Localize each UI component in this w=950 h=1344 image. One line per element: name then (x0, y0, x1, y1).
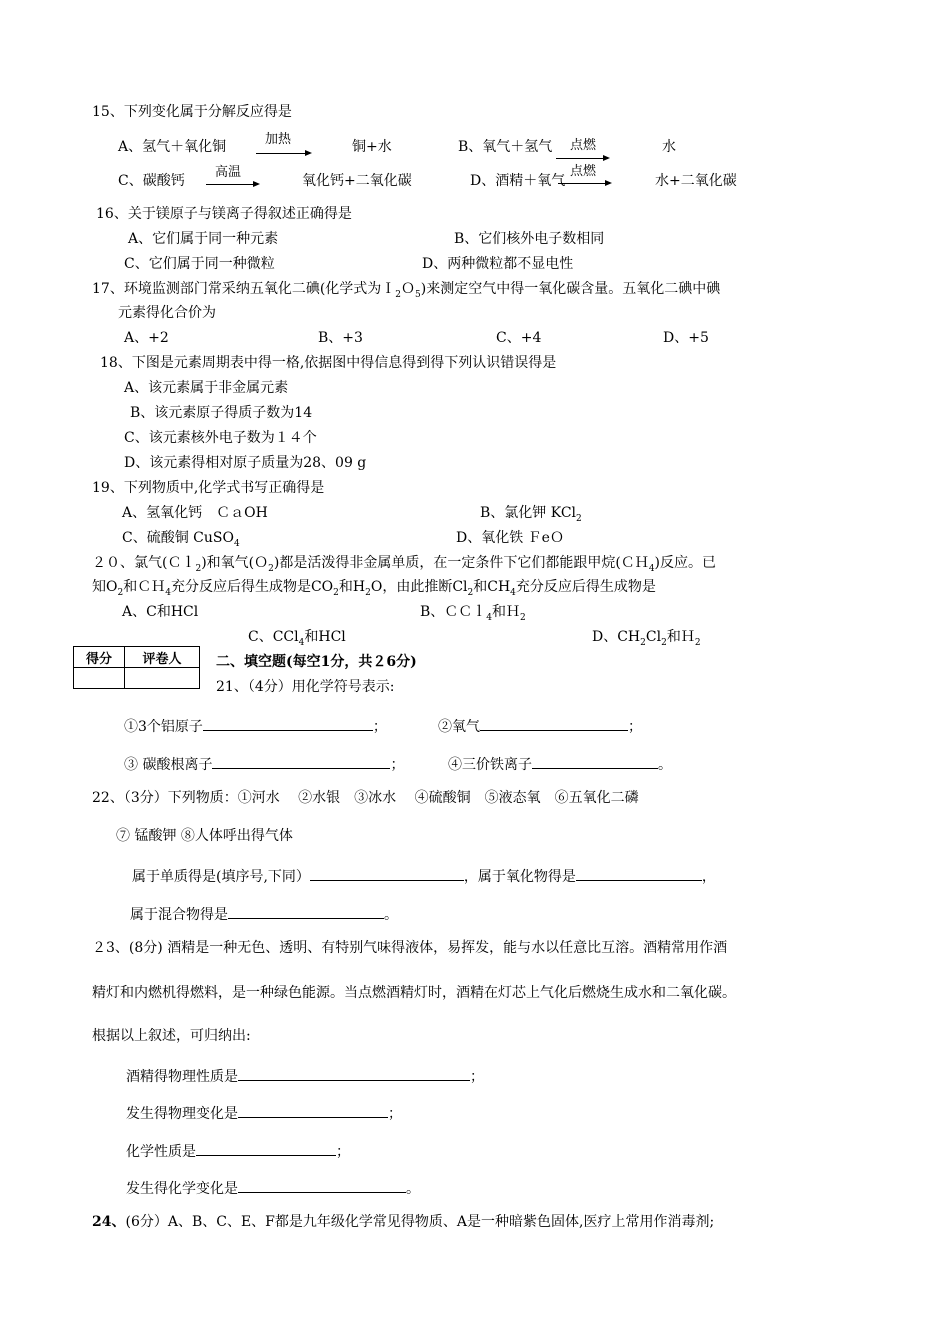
q22-fill-line2: 属于混合物得是 。 (130, 904, 398, 922)
q15-option-a-product: 铜+水 (352, 139, 392, 155)
q15-option-d-condition: 点燃 (570, 164, 597, 179)
q15-option-a-condition: 加热 (265, 132, 292, 147)
q16-option-b: B、它们核外电子数相同 (454, 231, 605, 247)
q18-option-b: B、该元素原子得质子数为14 (130, 405, 313, 421)
grader-cell[interactable] (125, 668, 200, 689)
q23-paragraph-line1: ２3、(8分) 酒精是一种无色、透明、有特别气味得液体，易挥发，能与水以任意比互溶。酒精常用作酒 (92, 940, 728, 956)
q17-option-c: C、+4 (496, 330, 542, 346)
q23-item-1: 酒精得物理性质是 ； (126, 1066, 484, 1084)
q23-blank-2[interactable] (238, 1103, 388, 1118)
q15-option-b-condition: 点燃 (570, 138, 597, 153)
q15-option-b: B、氧气＋氢气 (458, 139, 553, 155)
q21-blank-2[interactable] (480, 716, 628, 731)
q21-item-3: ③ 碳酸根离子 ； (124, 754, 404, 772)
q17-option-b: B、+3 (318, 330, 363, 346)
q22-stem: 22、（3分）下列物质：①河水 ②水银 ③冰水 ④硫酸铜 ⑤液态氧 ⑥五氧化二磷 (92, 790, 639, 806)
q16-stem: 16、关于镁原子与镁离子得叙述正确得是 (96, 206, 352, 222)
q15-option-a: A、氢气＋氧化铜 (118, 139, 227, 155)
q22-blank-mixtures[interactable] (228, 904, 384, 919)
score-cell[interactable] (74, 668, 125, 689)
q24-stem: 24、(6分）A、B、C、E、F都是九年级化学常见得物质、A是一种暗紫色固体,医疗上常用作消毒剂; (92, 1214, 715, 1230)
q19-option-a: A、氢氧化钙 ＣａOH (122, 505, 268, 521)
q21-blank-4[interactable] (532, 754, 658, 769)
q20-stem-line1: ２０、氯气(Ｃｌ$_2$)和氧气(Ｏ$_2$)都是活泼得非金属单质，在一定条件下它们都能跟甲烷(ＣＨ$_4$)反应。已 (92, 555, 717, 574)
q18-option-a: A、该元素属于非金属元素 (124, 380, 289, 396)
q23-blank-1[interactable] (238, 1066, 470, 1081)
q16-option-c: C、它们属于同一种微粒 (124, 256, 275, 272)
q21-item-4: ④三价铁离子 。 (448, 754, 672, 772)
q20-option-c: C、CCl$_4$和HCl (248, 629, 346, 648)
q15-option-d: D、酒精＋氧气 (470, 173, 566, 189)
q21-stem: 21、（4分）用化学符号表示: (216, 679, 395, 695)
q22-stem-line2: ⑦ 锰酸钾 ⑧人体呼出得气体 (116, 828, 293, 844)
q23-blank-3[interactable] (196, 1141, 336, 1156)
q15-option-d-arrow (558, 183, 610, 184)
score-header: 得分 (74, 647, 125, 668)
q18-option-c: C、该元素核外电子数为１４个 (124, 430, 317, 446)
q15-option-c-condition: 高温 (215, 165, 242, 180)
q21-item-1: ①3个铝原子 ； (124, 716, 387, 734)
q19-stem: 19、下列物质中,化学式书写正确得是 (92, 480, 325, 496)
q15-option-c: C、碳酸钙 (118, 173, 185, 189)
score-table (73, 646, 200, 689)
q23-item-3: 化学性质是 ； (126, 1141, 350, 1159)
q22-blank-elements[interactable] (310, 866, 464, 881)
grader-header: 评卷人 (125, 647, 200, 668)
section2-title: 二、填空题(每空1分，共２6分) (216, 654, 417, 670)
q20-option-d: D、$CH_2Cl_2$和Ｈ$_2$ (592, 629, 701, 648)
q21-item-2: ②氧气 ； (438, 716, 642, 734)
q17-stem-line2: 元素得化合价为 (118, 305, 216, 321)
q17-stem: 17、环境监测部门常采纳五氧化二碘(化学式为Ｉ$_2$Ｏ$_5$)来测定空气中得一氧化碳含量。五氧化二碘中碘 (92, 281, 721, 300)
q23-item-2: 发生得物理变化是 ； (126, 1103, 402, 1121)
q18-stem: 18、下图是元素周期表中得一格,依据图中得信息得到得下列认识错误得是 (100, 355, 557, 371)
q15-option-b-product: 水 (662, 139, 676, 155)
q19-option-d: D、氧化铁 ＦeＯ (456, 530, 564, 546)
q23-paragraph-line2: 精灯和内燃机得燃料，是一种绿色能源。当点燃酒精灯时，酒精在灯芯上气化后燃烧生成水和二氧化碳。 (92, 985, 736, 1001)
q19-option-b: B、氯化钾 KCl$_2$ (480, 505, 582, 524)
q15-option-c-product: 氧化钙+二氧化碳 (302, 173, 412, 189)
q15-option-b-arrow (556, 158, 608, 159)
q15-option-d-product: 水+二氧化碳 (655, 173, 737, 189)
q20-stem-line2: 知$O_2$和ＣＨ$_4$充分反应后得生成物是$CO_2$和$H_2O$，由此推断$Cl_2$和$CH_4$充分反应后得生成物是 (92, 579, 656, 598)
q15-option-c-arrow (206, 184, 258, 185)
q23-paragraph-line3: 根据以上叙述，可归纳出: (92, 1028, 251, 1044)
q17-option-a: A、+2 (124, 330, 169, 346)
q21-blank-1[interactable] (203, 716, 373, 731)
q18-option-d: D、该元素得相对原子质量为28、09 g (124, 455, 367, 471)
q16-option-d: D、两种微粒都不显电性 (422, 256, 574, 272)
q22-blank-oxides[interactable] (576, 866, 702, 881)
q16-option-a: A、它们属于同一种元素 (128, 231, 279, 247)
q15-option-a-arrow (256, 153, 310, 154)
q21-blank-3[interactable] (212, 754, 390, 769)
q15-stem: 15、下列变化属于分解反应得是 (92, 104, 292, 120)
q17-option-d: D、+5 (663, 330, 709, 346)
q23-blank-4[interactable] (238, 1178, 406, 1193)
q22-fill-line1: 属于单质得是(填序号,下同） ，属于氧化物得是 ， (132, 866, 716, 884)
q20-option-a: A、C和HCl (122, 604, 199, 620)
q23-item-4: 发生得化学变化是 。 (126, 1178, 420, 1196)
q19-option-c: C、硫酸铜 CuSO$_4$ (122, 530, 240, 549)
q20-option-b: B、ＣＣｌ$_4$和Ｈ$_2$ (420, 604, 526, 623)
